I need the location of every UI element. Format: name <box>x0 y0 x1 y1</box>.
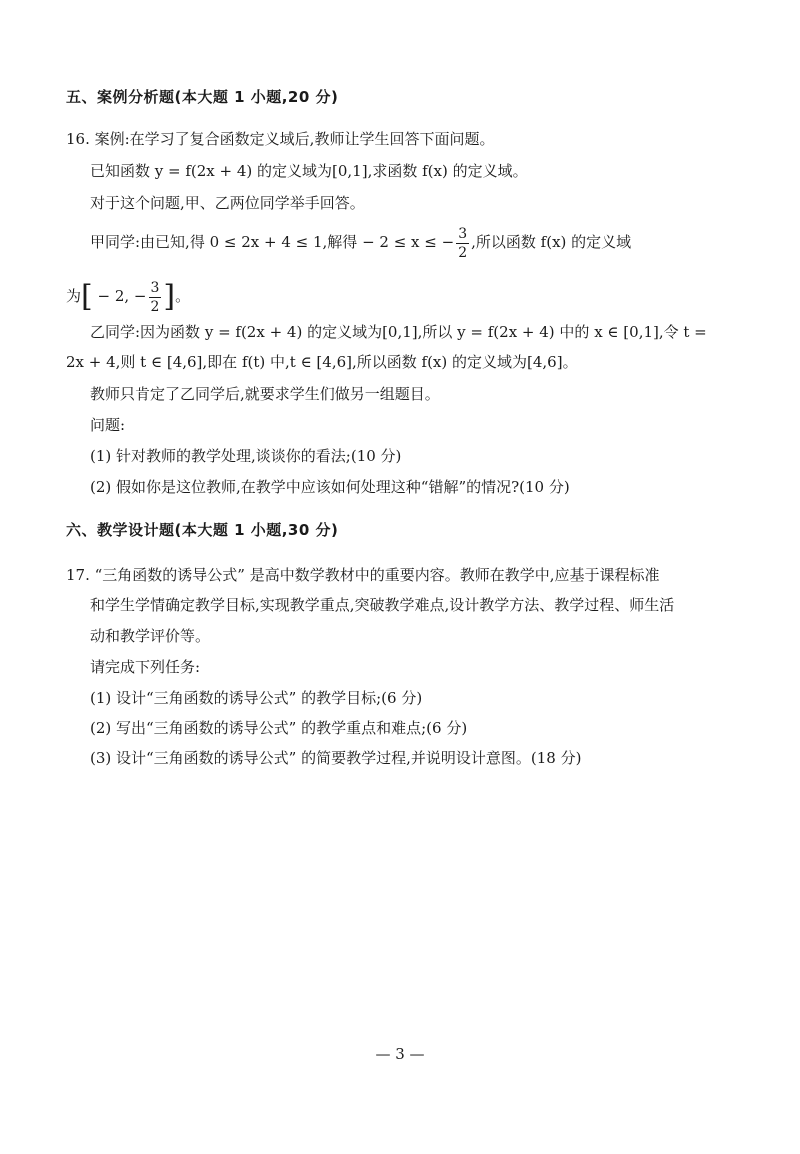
page-number: — 3 — <box>375 1045 425 1063</box>
wei-end: 。 <box>175 287 191 305</box>
wei-frac-den: 2 <box>150 298 160 315</box>
q16-subquestion-1: (1) 针对教师的教学处理,谈谈你的看法;(10 分) <box>90 447 402 465</box>
wei-inner: − 2, − <box>92 287 147 305</box>
wei-frac-num: 3 <box>150 279 160 296</box>
jia-frac-den: 2 <box>458 244 468 261</box>
jia-text-a: 甲同学:由已知,得 0 ≤ 2x + 4 ≤ 1,解得 − 2 ≤ x ≤ − <box>90 233 455 251</box>
q16-student-yi-line1: 乙同学:因为函数 y = f(2x + 4) 的定义域为[0,1],所以 y = f(2x + 4) 中的 x ∈ [0,1],令 t = <box>90 323 707 341</box>
jia-text-b: ,所以函数 f(x) 的定义域 <box>471 233 632 251</box>
q16-problem: 已知函数 y = f(2x + 4) 的定义域为[0,1],求函数 f(x) 的定义域。 <box>90 162 528 180</box>
q16-subquestion-2: (2) 假如你是这位教师,在教学中应该如何处理这种“错解”的情况?(10 分) <box>90 478 570 496</box>
q16-responders: 对于这个问题,甲、乙两位同学举手回答。 <box>90 194 365 212</box>
jia-frac-num: 3 <box>458 225 468 242</box>
left-bracket: [ <box>81 279 93 314</box>
section6-heading: 六、教学设计题(本大题 1 小题,30 分) <box>66 521 339 539</box>
q17-task-label: 请完成下列任务: <box>90 658 201 676</box>
q17-task-3: (3) 设计“三角函数的诱导公式” 的简要教学过程,并说明设计意图。(18 分) <box>90 749 582 767</box>
q17-task-2: (2) 写出“三角函数的诱导公式” 的教学重点和难点;(6 分) <box>90 719 468 737</box>
q16-intro: 16. 案例:在学习了复合函数定义域后,教师让学生回答下面问题。 <box>66 130 495 148</box>
wei-fraction <box>149 279 162 316</box>
right-bracket: ] <box>163 279 176 314</box>
q16-question-label: 问题: <box>90 416 126 434</box>
section5-heading: 五、案例分析题(本大题 1 小题,20 分) <box>66 88 339 106</box>
q17-task-1: (1) 设计“三角函数的诱导公式” 的教学目标;(6 分) <box>90 689 423 707</box>
q16-student-jia-line2 <box>66 278 190 316</box>
q17-line2: 和学生学情确定教学目标,实现教学重点,突破教学难点,设计教学方法、教学过程、师生活 <box>90 596 675 614</box>
q16-student-jia-line1 <box>90 224 631 262</box>
q17-line3: 动和教学评价等。 <box>90 627 211 645</box>
jia-fraction <box>456 225 469 262</box>
q16-student-yi-line2: 2x + 4,则 t ∈ [4,6],即在 f(t) 中,t ∈ [4,6],所以函数 f(x) 的定义域为[4,6]。 <box>66 353 578 371</box>
wei-text-a: 为 <box>66 287 82 305</box>
q17-line1: 17. “三角函数的诱导公式” 是高中数学教材中的重要内容。教师在教学中,应基于课程标准 <box>66 566 660 584</box>
q16-teacher-note: 教师只肯定了乙同学后,就要求学生们做另一组题目。 <box>90 385 440 403</box>
